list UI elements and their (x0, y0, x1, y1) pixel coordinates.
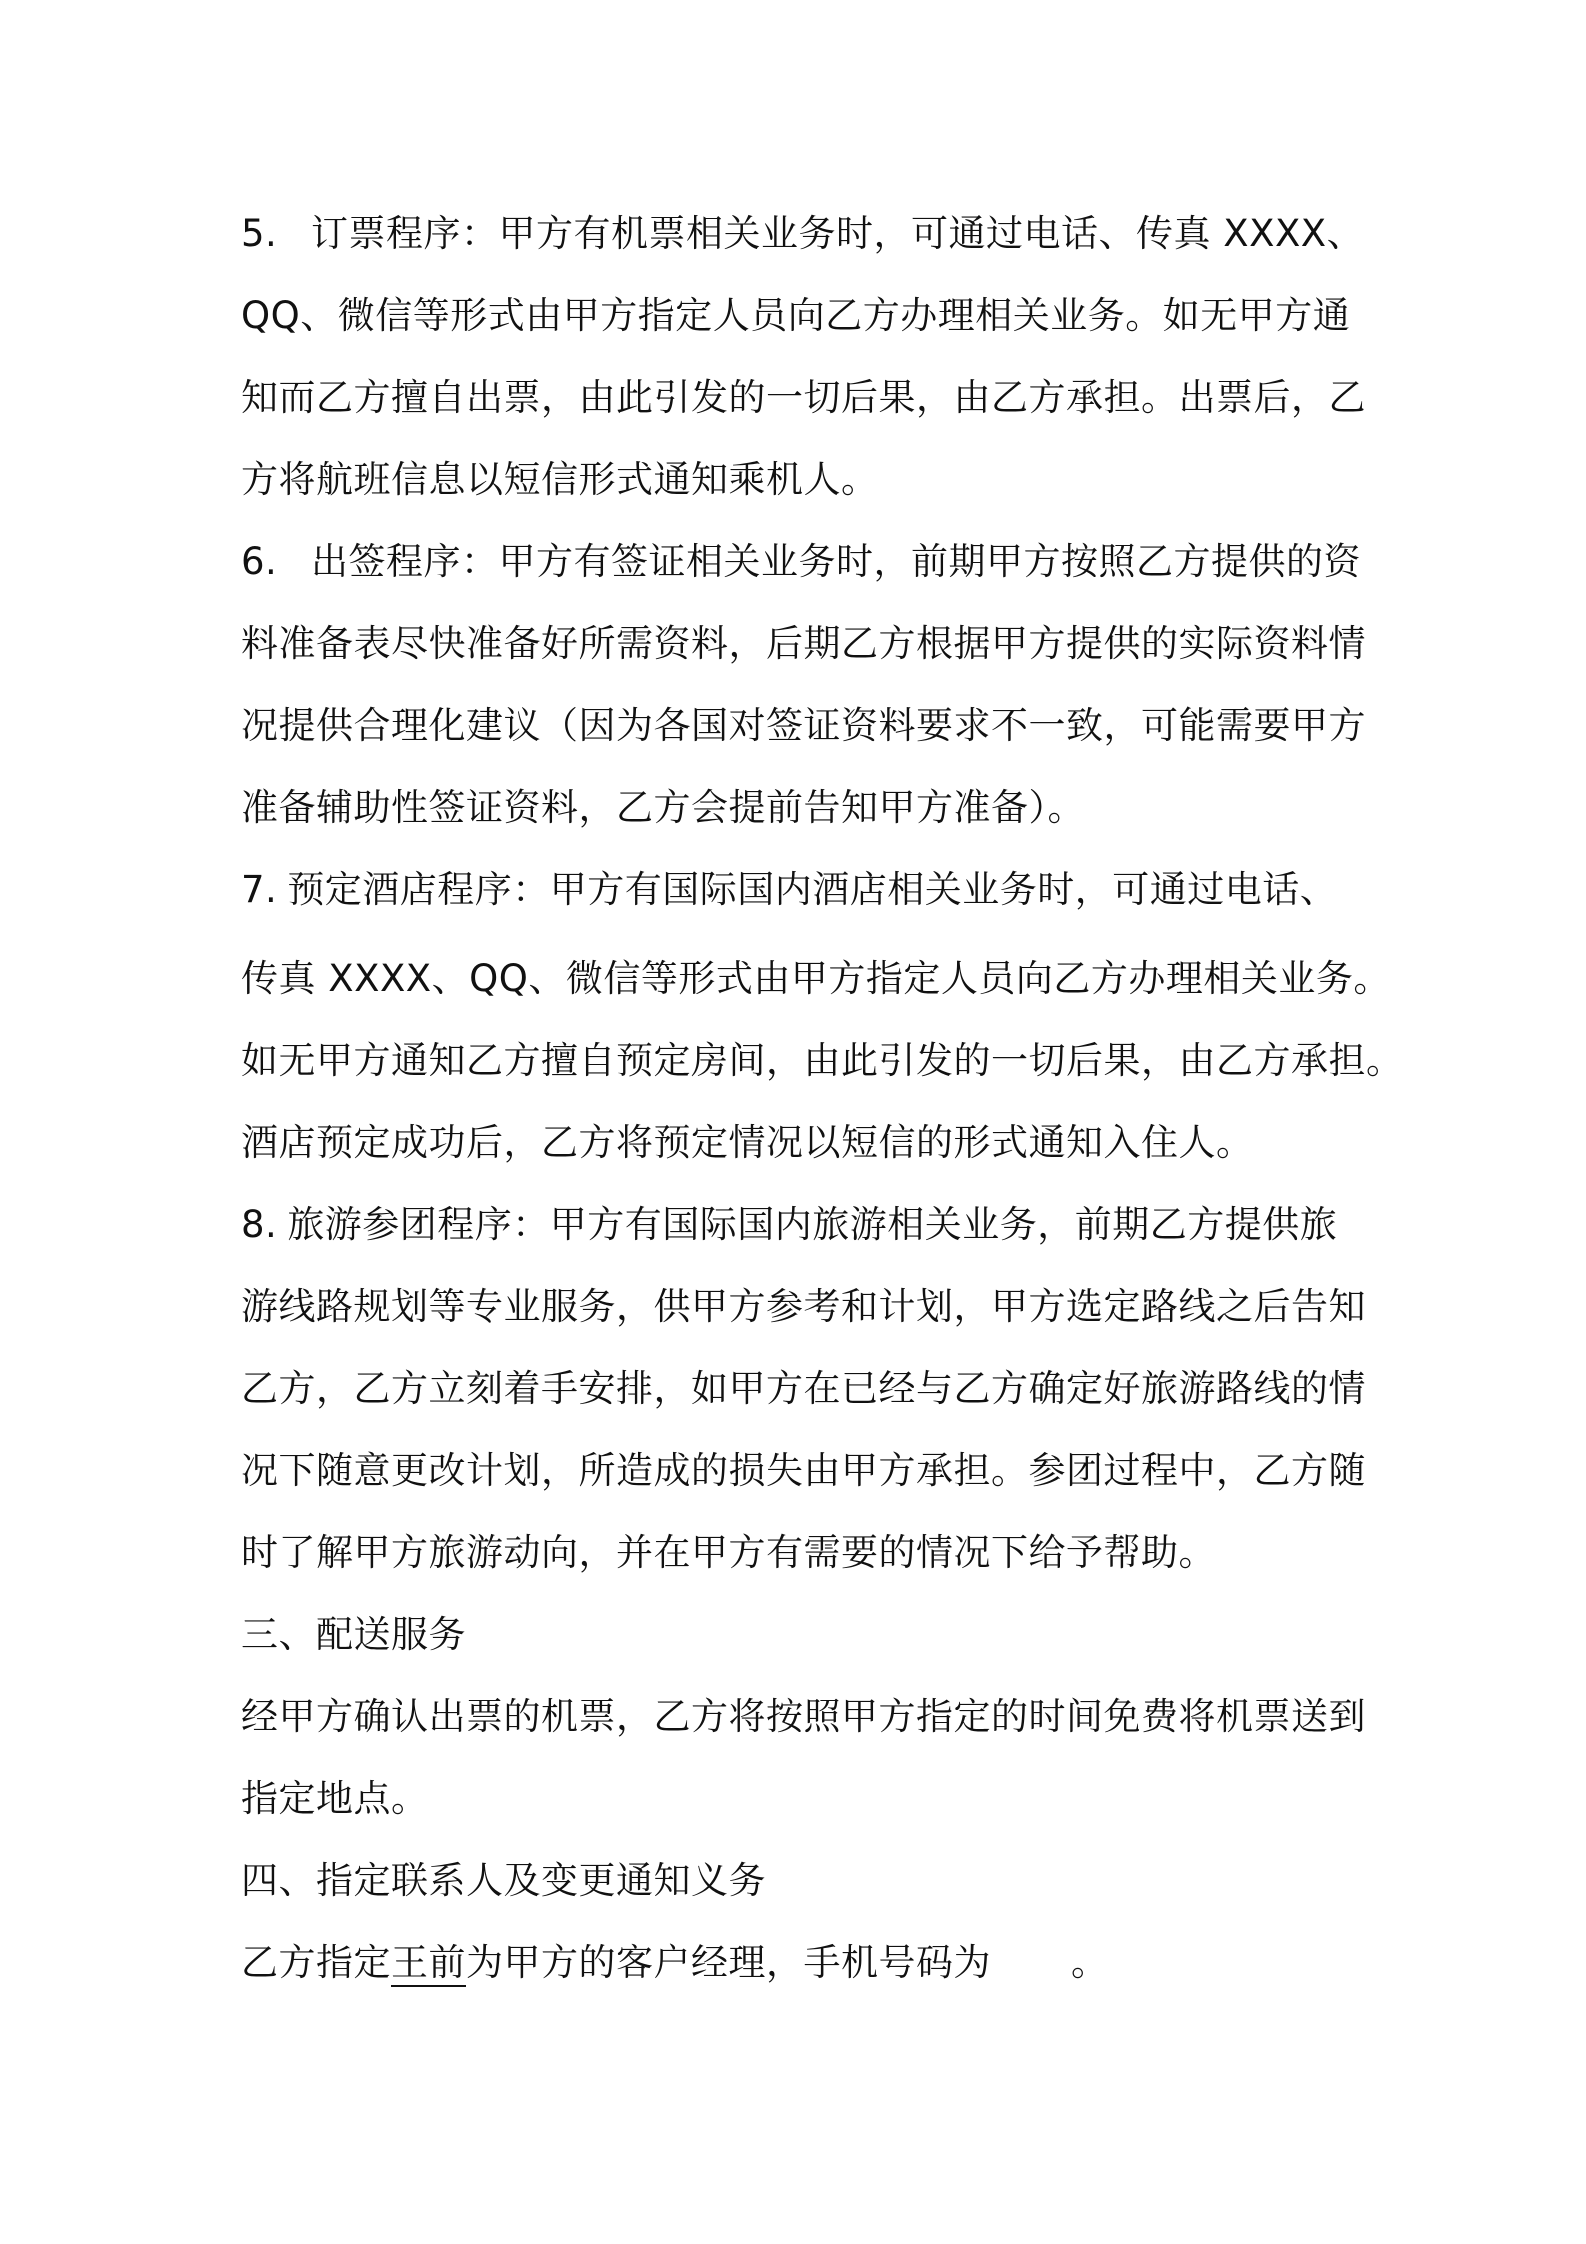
section-8-number: 8. (241, 1203, 278, 1246)
section-8-line-5: 时了解甲方旅游动向，并在甲方有需要的情况下给予帮助。 (241, 1531, 1216, 1574)
section-7-line-2: 传真 XXXX、QQ、微信等形式由甲方指定人员向乙方办理相关业务。 (241, 957, 1391, 1000)
section-5-line-3: 知而乙方擅自出票，由此引发的一切后果，由乙方承担。出票后，乙 (241, 376, 1366, 419)
section-6-line-2: 料准备表尽快准备好所需资料，后期乙方根据甲方提供的实际资料情 (241, 622, 1366, 665)
section-6-text-1: 出签程序：甲方有签证相关业务时，前期甲方按照乙方提供的资 (311, 540, 1361, 583)
section-3-line-2: 指定地点。 (241, 1777, 429, 1820)
section-6-line-3: 况提供合理化建议（因为各国对签证资料要求不一致，可能需要甲方 (241, 704, 1366, 747)
section-6-line-1 (241, 538, 1361, 586)
section-7-line-4: 酒店预定成功后，乙方将预定情况以短信的形式通知入住人。 (241, 1121, 1254, 1164)
section-6-number: 6. (241, 540, 278, 583)
section-4-suffix: 为甲方的客户经理，手机号码为 (466, 1941, 991, 1984)
section-4-prefix: 乙方指定 (241, 1941, 391, 1984)
section-8-text-1: 旅游参团程序：甲方有国际国内旅游相关业务，前期乙方提供旅 (287, 1203, 1338, 1246)
section-3-heading: 三、配送服务 (241, 1613, 466, 1656)
section-8-line-3: 乙方，乙方立刻着手安排，如甲方在已经与乙方确定好旅游路线的情 (241, 1367, 1366, 1410)
section-4-line-1 (241, 1939, 1109, 1987)
section-8-line-2: 游线路规划等专业服务，供甲方参考和计划，甲方选定路线之后告知 (241, 1285, 1366, 1328)
section-5-line-4: 方将航班信息以短信形式通知乘机人。 (241, 458, 879, 501)
section-7-line-1 (241, 866, 1337, 914)
section-5-text-1: 订票程序：甲方有机票相关业务时，可通过电话、传真 XXXX、 (311, 212, 1365, 255)
section-5-line-2: QQ、微信等形式由甲方指定人员向乙方办理相关业务。如无甲方通 (241, 294, 1351, 337)
section-8-line-4: 况下随意更改计划，所造成的损失由甲方承担。参团过程中，乙方随 (241, 1449, 1366, 1492)
section-7-line-3: 如无甲方通知乙方擅自预定房间，由此引发的一切后果，由乙方承担。 (241, 1039, 1404, 1082)
section-3-line-1: 经甲方确认出票的机票，乙方将按照甲方指定的时间免费将机票送到 (241, 1695, 1366, 1738)
section-4-heading: 四、指定联系人及变更通知义务 (241, 1859, 766, 1902)
section-8-line-1 (241, 1201, 1337, 1249)
section-7-number: 7. (241, 868, 278, 911)
section-5-line-1 (241, 210, 1364, 258)
section-7-text-1: 预定酒店程序：甲方有国际国内酒店相关业务时，可通过电话、 (287, 868, 1338, 911)
section-6-line-4: 准备辅助性签证资料，乙方会提前告知甲方准备）。 (241, 786, 1085, 829)
section-5-number: 5. (241, 212, 278, 255)
section-4-end: 。 (1071, 1941, 1109, 1984)
account-manager-name: 王前 (391, 1941, 466, 1984)
